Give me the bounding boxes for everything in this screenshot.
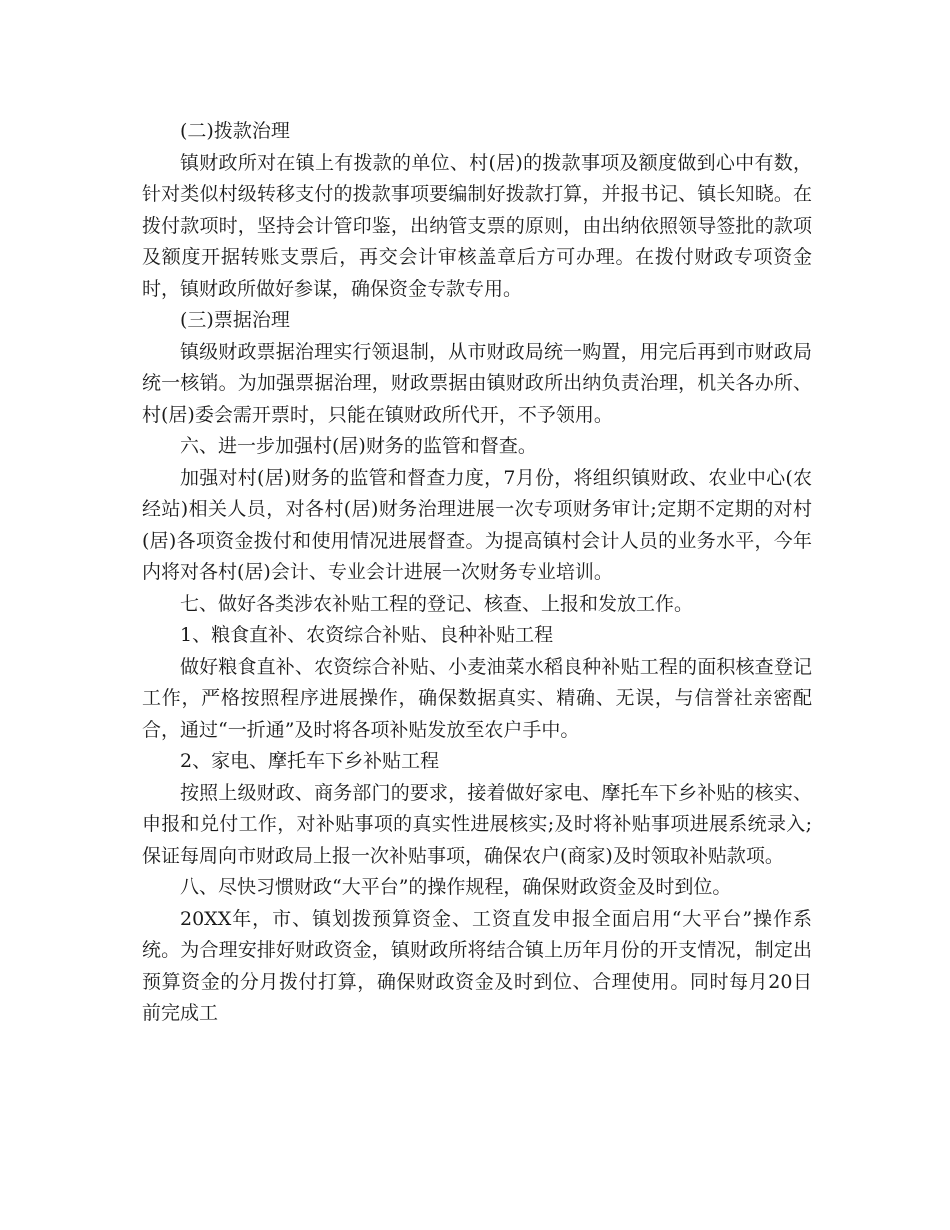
paragraph-supervision: 加强对村(居)财务的监管和督查力度，7月份，将组织镇财政、农业中心(农经站)相关人员，对各村(居)财务治理进展一次专项财务审计;定期不定期的对村(居)各项资金拨付和使用情况进展督查。为提高镇村会计人员的业务水平，今年内将对各村(居)会计、专业会计进展一次财务专业培训。: [142, 466, 812, 583]
paragraph-receipts: 镇级财政票据治理实行领退制，从市财政局统一购置，用完后再到市财政局统一核销。为加强票据治理，财政票据由镇财政所出纳负责治理，机关各办所、村(居)委会需开票时，只能在镇财政所代开，不予领用。: [142, 340, 812, 426]
paragraph-platform: 20XX年，市、镇划拨预算资金、工资直发申报全面启用“大平台”操作系统。为合理安排好财政资金，镇财政所将结合镇上历年月份的开支情况，制定出预算资金的分月拨付打算，确保财政资金及时到位、合理使用。同时每月20日前完成工: [142, 907, 812, 1024]
paragraph-disbursement: 镇财政所对在镇上有拨款的单位、村(居)的拨款事项及额度做到心中有数，针对类似村级转移支付的拨款事项要编制好拨款打算，并报书记、镇长知晓。在拨付款项时，坚持会计管印鉴，出纳管支票的原则，由出纳依照领导签批的款项及额度开据转账支票后，再交会计审核盖章后方可办理。在拨付财政专项资金时，镇财政所做好参谋，确保资金专款专用。: [142, 151, 812, 300]
section-heading-disbursement: (二)拨款治理: [180, 120, 290, 142]
section-heading-receipts: (三)票据治理: [180, 309, 290, 331]
section-heading-eight: 八、尽快习惯财政“大平台”的操作规程，确保财政资金及时到位。: [180, 876, 732, 898]
subheading-grain-subsidy: 1、粮食直补、农资综合补贴、良种补贴工程: [180, 624, 554, 646]
paragraph-grain-subsidy: 做好粮食直补、农资综合补贴、小麦油菜水稻良种补贴工程的面积核查登记工作，严格按照程序进展操作，确保数据真实、精确、无误，与信誉社亲密配合，通过“一折通”及时将各项补贴发放至农户手中。: [142, 655, 812, 741]
section-heading-seven: 七、做好各类涉农补贴工程的登记、核查、上报和发放工作。: [180, 592, 694, 615]
section-heading-six: 六、进一步加强村(居)财务的监管和督查。: [180, 435, 537, 457]
paragraph-appliance-subsidy: 按照上级财政、商务部门的要求，接着做好家电、摩托车下乡补贴的核实、申报和兑付工作，对补贴事项的真实性进展核实;及时将补贴事项进展系统录入;保证每周向市财政局上报一次补贴事项，确保农户(商家)及时领取补贴款项。: [142, 781, 812, 867]
subheading-appliance-subsidy: 2、家电、摩托车下乡补贴工程: [180, 750, 440, 772]
document-body: [142, 116, 812, 1030]
